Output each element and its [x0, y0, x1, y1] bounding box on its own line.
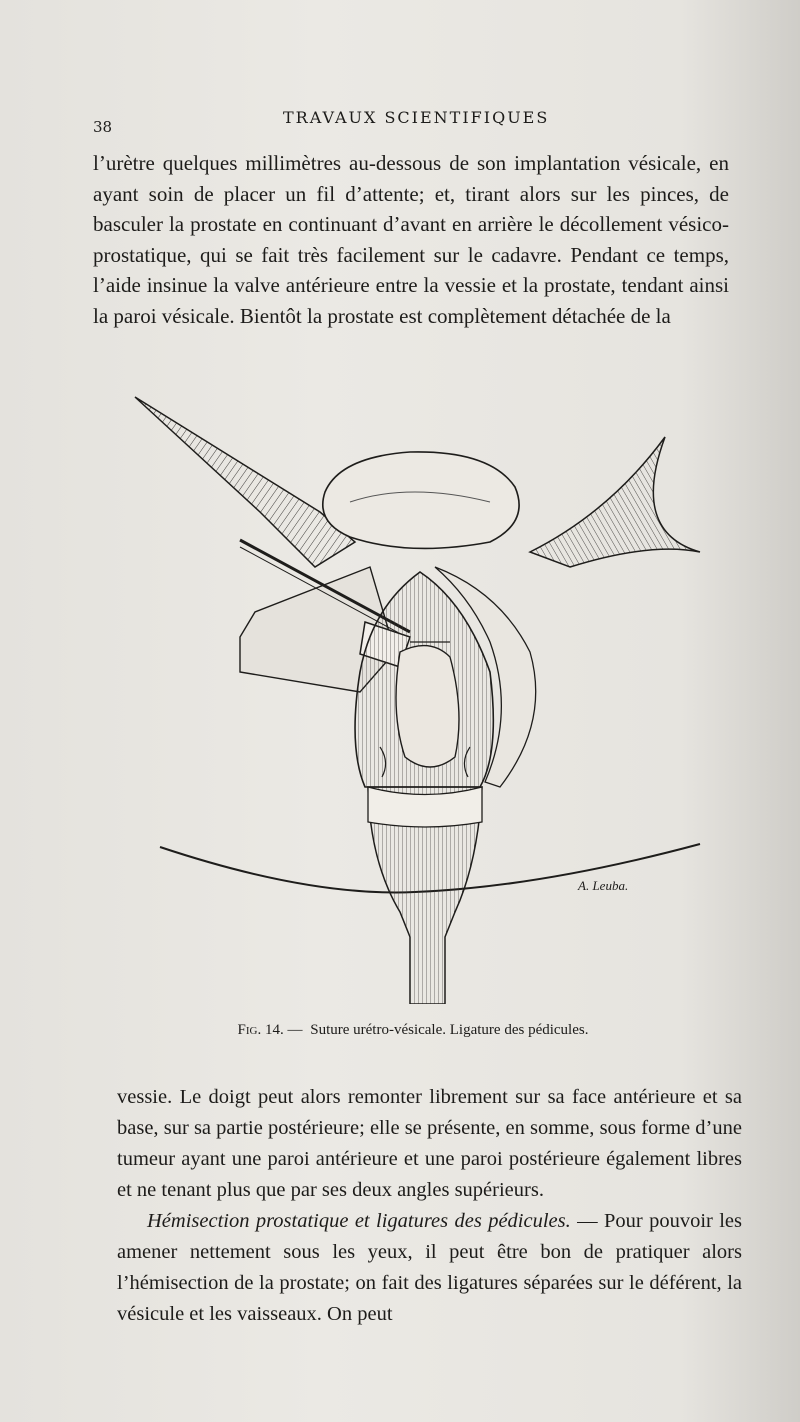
caption-label: Fig. 14. — — [237, 1022, 303, 1038]
paragraph-bottom-2-text: — Pour pouvoir les amener nettement sous les yeux, il peut être bon de pratiquer alors l’hémisection de la prostate; on fait des ligatures séparées sur le déférent, la vésicule et les vaisseaux. On peut — [117, 1210, 742, 1325]
paragraph-bottom-2 — [117, 1206, 742, 1330]
paragraph-top: l’urètre quelques millimètres au-dessous de son implantation vésicale, en ayant soin de placer un fil d’attente; et, tirant alors sur les pinces, de basculer la prostate en continuant d’avant en arrière le décollement vésico-prostatique, qui se fait très facilement sur le cadavre. Pendant ce temps, l’aide insinue la valve antérieure entre la vessie et la prostate, tendant ainsi la paroi vésicale. Bientôt la prostate est complètement détachée de la — [93, 151, 729, 328]
body-text-top — [93, 148, 729, 331]
section-title: Hémisection prostatique et ligatures des pédicules. — [147, 1210, 571, 1232]
surgical-illustration — [110, 392, 720, 1004]
figure-caption — [93, 1022, 733, 1039]
page-number: 38 — [93, 118, 113, 136]
paragraph-bottom-1: vessie. Le doigt peut alors remonter librement sur sa face antérieure et sa base, sur sa partie postérieure; elle se présente, en somme, sous forme d’une tumeur ayant une paroi antérieure et une paroi postérieure également libres et ne tenant plus que par ses deux angles supérieurs. — [117, 1086, 742, 1201]
figure-14-illustration — [110, 392, 720, 1004]
page-header — [93, 108, 733, 134]
caption-text: Suture urétro-vésicale. Ligature des pédicules. — [310, 1022, 589, 1038]
body-text-bottom — [117, 1082, 742, 1330]
running-head: TRAVAUX SCIENTIFIQUES — [283, 108, 550, 127]
illustrator-signature: A. Leuba. — [578, 878, 629, 893]
